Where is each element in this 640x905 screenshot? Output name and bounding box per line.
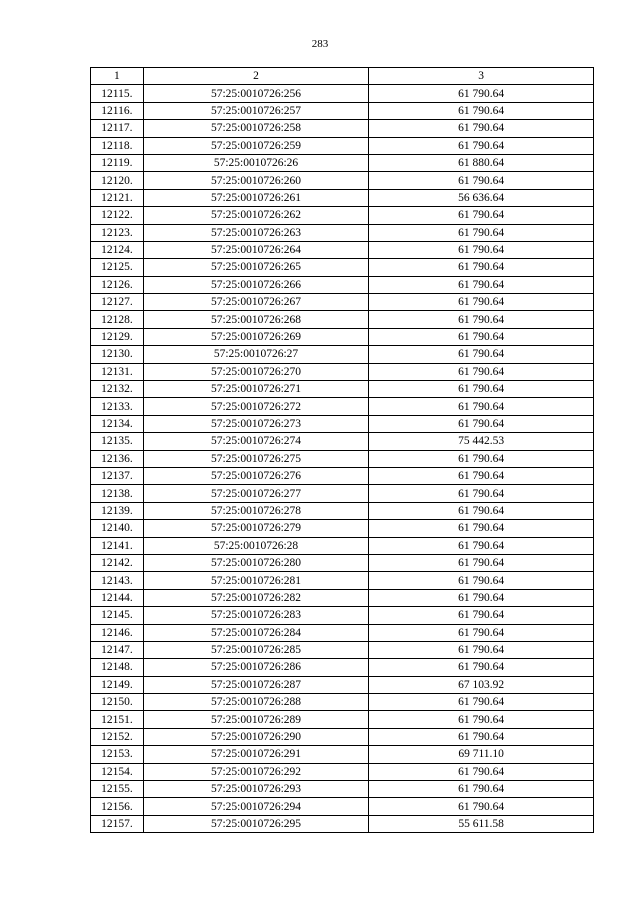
row-number-cell: 12152. [91, 728, 144, 745]
row-number-cell: 12121. [91, 189, 144, 206]
cadastral-number-cell: 57:25:0010726:265 [143, 259, 368, 276]
table-row [91, 502, 594, 519]
cadastral-number-cell: 57:25:0010726:276 [143, 467, 368, 484]
table-row [91, 798, 594, 815]
value-cell: 61 790.64 [369, 781, 594, 798]
cadastral-number-cell: 57:25:0010726:257 [143, 102, 368, 119]
cadastral-number-cell: 57:25:0010726:292 [143, 763, 368, 780]
row-number-cell: 12115. [91, 85, 144, 102]
cadastral-number-cell: 57:25:0010726:256 [143, 85, 368, 102]
value-cell: 61 790.64 [369, 572, 594, 589]
cadastral-number-cell: 57:25:0010726:260 [143, 172, 368, 189]
table-row [91, 572, 594, 589]
row-number-cell: 12136. [91, 450, 144, 467]
value-cell: 61 790.64 [369, 363, 594, 380]
row-number-cell: 12138. [91, 485, 144, 502]
table-row [91, 276, 594, 293]
cadastral-number-cell: 57:25:0010726:289 [143, 711, 368, 728]
value-cell: 61 790.64 [369, 294, 594, 311]
row-number-cell: 12153. [91, 746, 144, 763]
row-number-cell: 12131. [91, 363, 144, 380]
value-cell: 61 790.64 [369, 241, 594, 258]
cadastral-number-cell: 57:25:0010726:268 [143, 311, 368, 328]
row-number-cell: 12150. [91, 694, 144, 711]
cadastral-number-cell: 57:25:0010726:28 [143, 537, 368, 554]
cadastral-number-cell: 57:25:0010726:280 [143, 554, 368, 571]
row-number-cell: 12135. [91, 433, 144, 450]
row-number-cell: 12141. [91, 537, 144, 554]
table-row [91, 433, 594, 450]
value-cell: 61 790.64 [369, 537, 594, 554]
cadastral-number-cell: 57:25:0010726:263 [143, 224, 368, 241]
table-row [91, 363, 594, 380]
table-row [91, 746, 594, 763]
row-number-cell: 12118. [91, 137, 144, 154]
row-number-cell: 12147. [91, 641, 144, 658]
cadastral-number-cell: 57:25:0010726:295 [143, 815, 368, 832]
value-cell: 61 790.64 [369, 502, 594, 519]
table-row [91, 85, 594, 102]
cadastral-number-cell: 57:25:0010726:291 [143, 746, 368, 763]
value-cell: 61 790.64 [369, 85, 594, 102]
row-number-cell: 12154. [91, 763, 144, 780]
table-row [91, 711, 594, 728]
table-row [91, 189, 594, 206]
value-cell: 61 790.64 [369, 398, 594, 415]
value-cell: 61 790.64 [369, 172, 594, 189]
cadastral-number-cell: 57:25:0010726:286 [143, 659, 368, 676]
value-cell: 61 790.64 [369, 728, 594, 745]
row-number-cell: 12156. [91, 798, 144, 815]
cadastral-number-cell: 57:25:0010726:288 [143, 694, 368, 711]
table-row [91, 641, 594, 658]
row-number-cell: 12132. [91, 381, 144, 398]
row-number-cell: 12151. [91, 711, 144, 728]
table-row [91, 694, 594, 711]
value-cell: 61 790.64 [369, 346, 594, 363]
cadastral-number-cell: 57:25:0010726:284 [143, 624, 368, 641]
value-cell: 61 790.64 [369, 485, 594, 502]
cadastral-number-cell: 57:25:0010726:274 [143, 433, 368, 450]
value-cell: 61 790.64 [369, 589, 594, 606]
value-cell: 67 103.92 [369, 676, 594, 693]
value-cell: 61 790.64 [369, 694, 594, 711]
value-cell: 61 790.64 [369, 276, 594, 293]
table-row [91, 415, 594, 432]
table-row [91, 102, 594, 119]
row-number-cell: 12125. [91, 259, 144, 276]
table-row [91, 728, 594, 745]
table-row [91, 659, 594, 676]
value-cell: 61 790.64 [369, 607, 594, 624]
row-number-cell: 12133. [91, 398, 144, 415]
table-row [91, 589, 594, 606]
cadastral-number-cell: 57:25:0010726:259 [143, 137, 368, 154]
row-number-cell: 12126. [91, 276, 144, 293]
row-number-cell: 12120. [91, 172, 144, 189]
row-number-cell: 12123. [91, 224, 144, 241]
table-row [91, 172, 594, 189]
value-cell: 56 636.64 [369, 189, 594, 206]
value-cell: 61 790.64 [369, 415, 594, 432]
row-number-cell: 12116. [91, 102, 144, 119]
column-header: 3 [369, 68, 594, 85]
table-row [91, 537, 594, 554]
value-cell: 61 790.64 [369, 554, 594, 571]
table-row [91, 781, 594, 798]
row-number-cell: 12130. [91, 346, 144, 363]
table-row [91, 467, 594, 484]
value-cell: 61 790.64 [369, 120, 594, 137]
table-row [91, 120, 594, 137]
table-row [91, 450, 594, 467]
cadastral-number-cell: 57:25:0010726:273 [143, 415, 368, 432]
value-cell: 61 790.64 [369, 259, 594, 276]
row-number-cell: 12137. [91, 467, 144, 484]
table-body [91, 85, 594, 833]
column-header: 2 [143, 68, 368, 85]
value-cell: 61 790.64 [369, 381, 594, 398]
row-number-cell: 12134. [91, 415, 144, 432]
cadastral-number-cell: 57:25:0010726:279 [143, 520, 368, 537]
value-cell: 61 880.64 [369, 154, 594, 171]
cadastral-number-cell: 57:25:0010726:275 [143, 450, 368, 467]
cadastral-number-cell: 57:25:0010726:258 [143, 120, 368, 137]
cadastral-number-cell: 57:25:0010726:277 [143, 485, 368, 502]
row-number-cell: 12127. [91, 294, 144, 311]
cadastral-number-cell: 57:25:0010726:285 [143, 641, 368, 658]
value-cell: 61 790.64 [369, 659, 594, 676]
cadastral-number-cell: 57:25:0010726:290 [143, 728, 368, 745]
page-number: 283 [311, 38, 329, 50]
table-row [91, 398, 594, 415]
row-number-cell: 12155. [91, 781, 144, 798]
cadastral-number-cell: 57:25:0010726:264 [143, 241, 368, 258]
value-cell: 61 790.64 [369, 328, 594, 345]
table-row [91, 624, 594, 641]
row-number-cell: 12157. [91, 815, 144, 832]
table-row [91, 763, 594, 780]
cadastral-number-cell: 57:25:0010726:270 [143, 363, 368, 380]
table-row [91, 607, 594, 624]
row-number-cell: 12122. [91, 207, 144, 224]
row-number-cell: 12146. [91, 624, 144, 641]
table-row [91, 207, 594, 224]
cadastral-number-cell: 57:25:0010726:266 [143, 276, 368, 293]
table-row [91, 294, 594, 311]
data-table [90, 67, 594, 833]
cadastral-number-cell: 57:25:0010726:269 [143, 328, 368, 345]
value-cell: 55 611.58 [369, 815, 594, 832]
row-number-cell: 12149. [91, 676, 144, 693]
value-cell: 61 790.64 [369, 641, 594, 658]
cadastral-number-cell: 57:25:0010726:272 [143, 398, 368, 415]
table-row [91, 485, 594, 502]
value-cell: 69 711.10 [369, 746, 594, 763]
row-number-cell: 12148. [91, 659, 144, 676]
cadastral-number-cell: 57:25:0010726:278 [143, 502, 368, 519]
value-cell: 61 790.64 [369, 798, 594, 815]
table-row [91, 224, 594, 241]
cadastral-number-cell: 57:25:0010726:26 [143, 154, 368, 171]
cadastral-number-cell: 57:25:0010726:261 [143, 189, 368, 206]
value-cell: 61 790.64 [369, 207, 594, 224]
value-cell: 61 790.64 [369, 102, 594, 119]
cadastral-number-cell: 57:25:0010726:27 [143, 346, 368, 363]
value-cell: 61 790.64 [369, 763, 594, 780]
value-cell: 75 442.53 [369, 433, 594, 450]
row-number-cell: 12119. [91, 154, 144, 171]
cadastral-number-cell: 57:25:0010726:281 [143, 572, 368, 589]
row-number-cell: 12139. [91, 502, 144, 519]
column-header: 1 [91, 68, 144, 85]
value-cell: 61 790.64 [369, 467, 594, 484]
table-row [91, 520, 594, 537]
table-row [91, 554, 594, 571]
table-row [91, 137, 594, 154]
row-number-cell: 12129. [91, 328, 144, 345]
value-cell: 61 790.64 [369, 450, 594, 467]
table-row [91, 154, 594, 171]
cadastral-number-cell: 57:25:0010726:294 [143, 798, 368, 815]
row-number-cell: 12124. [91, 241, 144, 258]
value-cell: 61 790.64 [369, 711, 594, 728]
table-row [91, 346, 594, 363]
cadastral-number-cell: 57:25:0010726:262 [143, 207, 368, 224]
row-number-cell: 12140. [91, 520, 144, 537]
value-cell: 61 790.64 [369, 224, 594, 241]
value-cell: 61 790.64 [369, 624, 594, 641]
value-cell: 61 790.64 [369, 137, 594, 154]
cadastral-number-cell: 57:25:0010726:293 [143, 781, 368, 798]
value-cell: 61 790.64 [369, 520, 594, 537]
table-header-row [91, 68, 594, 85]
row-number-cell: 12145. [91, 607, 144, 624]
row-number-cell: 12144. [91, 589, 144, 606]
table-row [91, 676, 594, 693]
cadastral-number-cell: 57:25:0010726:267 [143, 294, 368, 311]
row-number-cell: 12143. [91, 572, 144, 589]
value-cell: 61 790.64 [369, 311, 594, 328]
cadastral-number-cell: 57:25:0010726:287 [143, 676, 368, 693]
table-row [91, 311, 594, 328]
cadastral-number-cell: 57:25:0010726:271 [143, 381, 368, 398]
row-number-cell: 12128. [91, 311, 144, 328]
table-row [91, 259, 594, 276]
row-number-cell: 12142. [91, 554, 144, 571]
cadastral-number-cell: 57:25:0010726:282 [143, 589, 368, 606]
table-row [91, 328, 594, 345]
row-number-cell: 12117. [91, 120, 144, 137]
table-row [91, 241, 594, 258]
table-row [91, 815, 594, 832]
table-row [91, 381, 594, 398]
cadastral-number-cell: 57:25:0010726:283 [143, 607, 368, 624]
